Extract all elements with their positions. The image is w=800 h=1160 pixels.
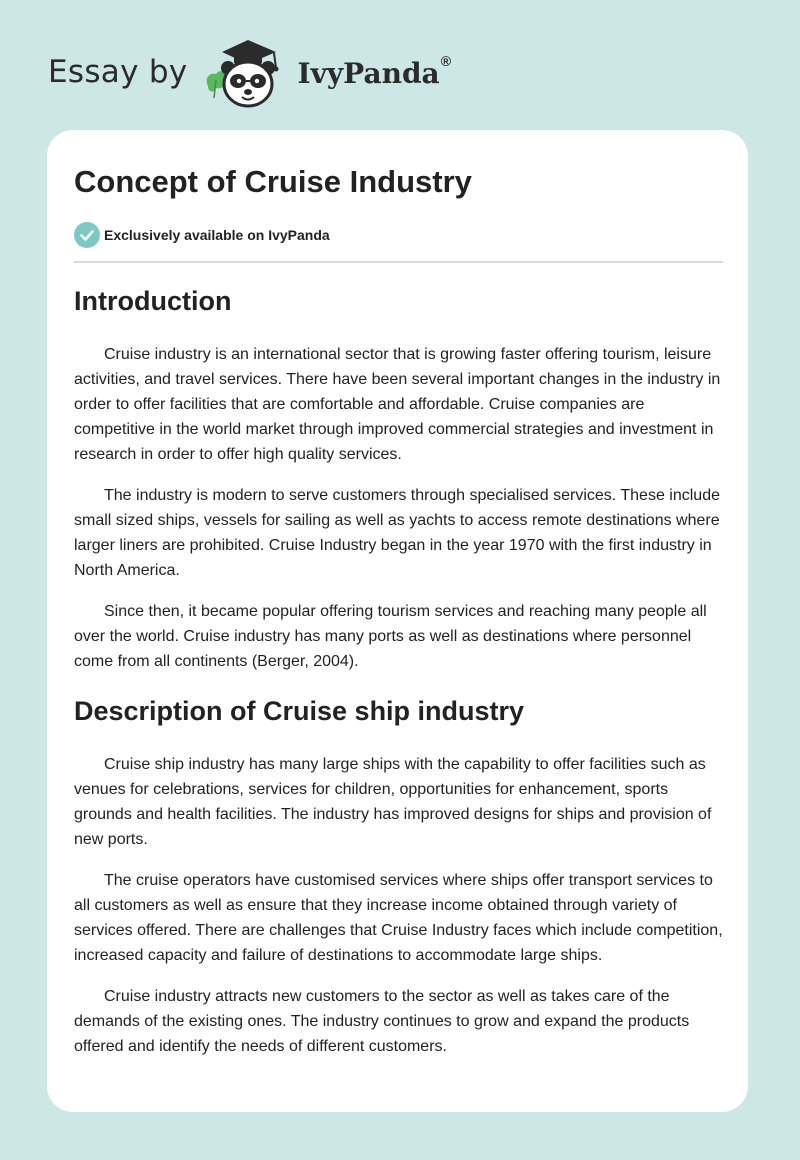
article-card bbox=[47, 130, 748, 1112]
registered-mark: ® bbox=[440, 52, 452, 69]
essay-by-label: Essay by bbox=[48, 54, 188, 90]
exclusive-badge bbox=[74, 222, 330, 248]
divider bbox=[74, 261, 723, 263]
section-heading: Description of Cruise ship industry bbox=[74, 696, 525, 726]
panda-logo-icon[interactable] bbox=[202, 34, 294, 110]
paragraph: The industry is modern to serve customers through specialised services. These include small sized ships, vessels for sailing as well as yachts to access remote destinations where larger liners are prohibited. Cruise Industry began in the year 1970 with the first industry in North America. bbox=[74, 487, 720, 579]
exclusive-badge-label: Exclusively available on IvyPanda bbox=[104, 227, 330, 243]
site-header bbox=[48, 34, 451, 110]
paragraph: Cruise industry is an international sector that is growing faster offering tourism, leisure activities, and travel services. There have been several important changes in the industry in order to offer facilities that are comfortable and affordable. Cruise companies are competitive in the world market through improved commercial strategies and investment in research in order to offer high quality services. bbox=[74, 346, 721, 463]
paragraph: Cruise industry attracts new customers to the sector as well as takes care of the demands of the existing ones. The industry continues to grow and expand the products offered and identify the needs of different customers. bbox=[74, 988, 690, 1055]
section-heading: Introduction bbox=[74, 286, 232, 316]
brand-name[interactable]: IvyPanda® bbox=[297, 52, 452, 90]
check-badge-icon bbox=[74, 222, 100, 248]
page-title: Concept of Cruise Industry bbox=[74, 164, 472, 199]
section-introduction bbox=[74, 284, 723, 674]
paragraph: Since then, it became popular offering tourism services and reaching many people all over the world. Cruise industry has many ports as well as destinations where personnel come from all continents (Berger, 2004). bbox=[74, 603, 707, 670]
paragraph: The cruise operators have customised services where ships offer transport services to all customers as well as ensure that they increase income obtained through variety of services offered. There are challenges that Cruise Industry faces which include competition, increased capacity and failure of destinations to accommodate large ships. bbox=[74, 872, 723, 964]
paragraph: Cruise ship industry has many large ships with the capability to offer facilities such as venues for celebrations, services for children, opportunities for enhancement, sports grounds and health facilities. The industry has improved designs for ships and provision of new ports. bbox=[74, 756, 712, 848]
section-description bbox=[74, 694, 723, 1059]
